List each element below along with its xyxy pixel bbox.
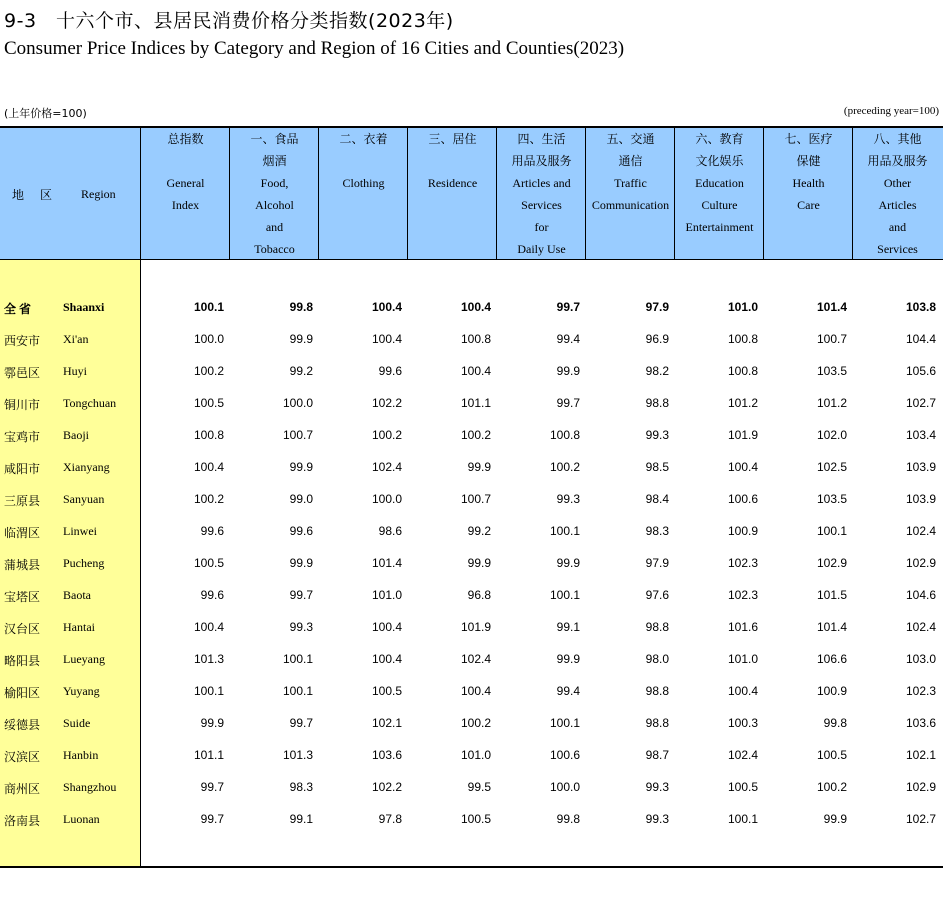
region-name-chinese: 宝塔区 (4, 590, 41, 604)
table-row (0, 516, 943, 548)
header-line: 七、医疗 (784, 132, 833, 146)
value-traffic-communication: 97.6 (645, 588, 669, 602)
region-name-chinese: 绥德县 (4, 718, 41, 732)
table-row (0, 740, 943, 772)
value-residence: 101.0 (460, 748, 491, 762)
header-line: and (265, 220, 284, 234)
header-line: Residence (427, 176, 478, 190)
header-line: 一、食品 (250, 132, 299, 146)
table-row (0, 708, 943, 740)
value-traffic-communication: 99.3 (645, 780, 669, 794)
value-articles-services-daily-use: 99.7 (556, 300, 580, 314)
value-education-culture-entertainment: 100.9 (727, 524, 758, 538)
value-health-care: 100.7 (816, 332, 847, 346)
value-residence: 100.2 (460, 716, 491, 730)
header-line: Health (792, 176, 825, 190)
value-residence: 100.2 (460, 428, 491, 442)
header-line: Articles and (512, 176, 571, 190)
value-education-culture-entertainment: 101.9 (727, 428, 758, 442)
base-note-english: (preceding year=100) (843, 105, 939, 117)
region-name-chinese: 略阳县 (4, 654, 41, 668)
value-residence: 96.8 (467, 588, 491, 602)
value-traffic-communication: 98.3 (645, 524, 669, 538)
page-title-english: Consumer Price Indices by Category and Region of 16 Cities and Counties(2023) (4, 38, 625, 59)
value-education-culture-entertainment: 102.3 (727, 556, 758, 570)
table-row (0, 676, 943, 708)
value-other-articles-services: 102.7 (905, 396, 936, 410)
value-clothing: 97.8 (378, 812, 402, 826)
value-articles-services-daily-use: 99.8 (556, 812, 580, 826)
header-line: Services (521, 198, 562, 212)
table-row (0, 772, 943, 804)
value-education-culture-entertainment: 102.4 (727, 748, 758, 762)
value-other-articles-services: 102.3 (905, 684, 936, 698)
value-health-care: 100.1 (816, 524, 847, 538)
value-general-index: 100.4 (193, 460, 224, 474)
value-traffic-communication: 98.8 (645, 684, 669, 698)
header-line: Other (883, 176, 912, 190)
region-name-chinese: 汉台区 (4, 622, 41, 636)
value-clothing: 98.6 (378, 524, 402, 538)
value-health-care: 102.9 (816, 556, 847, 570)
header-general-index (141, 126, 230, 260)
header-traffic-communication (586, 126, 675, 260)
value-clothing: 102.2 (371, 396, 402, 410)
region-name-chinese: 宝鸡市 (4, 430, 41, 444)
header-line: 烟酒 (262, 154, 287, 168)
header-line: 二、衣着 (339, 132, 388, 146)
value-articles-services-daily-use: 99.4 (556, 332, 580, 346)
value-clothing: 101.4 (371, 556, 402, 570)
value-health-care: 100.2 (816, 780, 847, 794)
value-food-alcohol-tobacco: 99.7 (289, 716, 313, 730)
value-clothing: 100.2 (371, 428, 402, 442)
region-name-english: Yuyang (63, 684, 100, 698)
value-traffic-communication: 96.9 (645, 332, 669, 346)
value-general-index: 100.4 (193, 620, 224, 634)
table-row (0, 388, 943, 420)
table-row (0, 548, 943, 580)
header-residence (408, 126, 497, 260)
value-education-culture-entertainment: 100.8 (727, 332, 758, 346)
value-other-articles-services: 103.6 (905, 716, 936, 730)
value-education-culture-entertainment: 102.3 (727, 588, 758, 602)
value-food-alcohol-tobacco: 99.9 (289, 332, 313, 346)
value-clothing: 100.4 (371, 332, 402, 346)
value-residence: 100.4 (460, 300, 491, 314)
header-line: Clothing (342, 176, 385, 190)
header-food-alcohol-tobacco (230, 126, 319, 260)
region-name-chinese: 鄠邑区 (4, 366, 41, 380)
value-other-articles-services: 102.9 (905, 556, 936, 570)
value-clothing: 102.2 (371, 780, 402, 794)
value-food-alcohol-tobacco: 99.7 (289, 588, 313, 602)
region-name-english: Luonan (63, 812, 100, 826)
value-articles-services-daily-use: 99.7 (556, 396, 580, 410)
region-name-chinese: 三原县 (4, 494, 41, 508)
price-index-table (0, 126, 943, 868)
value-other-articles-services: 104.6 (905, 588, 936, 602)
value-general-index: 100.0 (193, 332, 224, 346)
value-residence: 99.9 (467, 556, 491, 570)
value-clothing: 100.4 (371, 652, 402, 666)
value-articles-services-daily-use: 100.1 (549, 588, 580, 602)
value-food-alcohol-tobacco: 100.1 (282, 652, 313, 666)
header-health-care (764, 126, 853, 260)
value-traffic-communication: 98.8 (645, 716, 669, 730)
table-row (0, 612, 943, 644)
value-articles-services-daily-use: 99.4 (556, 684, 580, 698)
region-name-english: Linwei (63, 524, 97, 538)
value-other-articles-services: 102.4 (905, 524, 936, 538)
value-food-alcohol-tobacco: 99.9 (289, 556, 313, 570)
value-clothing: 100.0 (371, 492, 402, 506)
region-name-english: Shaanxi (63, 300, 105, 314)
table-row (0, 292, 943, 324)
table-bottom-rule (0, 866, 943, 868)
region-name-english: Pucheng (63, 556, 105, 570)
region-name-chinese: 临渭区 (4, 526, 41, 540)
region-name-english: Shangzhou (63, 780, 117, 794)
value-health-care: 101.4 (816, 300, 847, 314)
value-residence: 100.7 (460, 492, 491, 506)
value-education-culture-entertainment: 100.5 (727, 780, 758, 794)
region-name-english: Tongchuan (63, 396, 117, 410)
region-name-chinese: 西安市 (4, 334, 41, 348)
value-general-index: 101.1 (193, 748, 224, 762)
region-name-chinese: 汉滨区 (4, 750, 41, 764)
value-articles-services-daily-use: 100.1 (549, 524, 580, 538)
header-line: Tobacco (254, 242, 295, 256)
value-education-culture-entertainment: 101.0 (727, 300, 758, 314)
value-traffic-communication: 98.8 (645, 620, 669, 634)
value-traffic-communication: 98.8 (645, 396, 669, 410)
value-food-alcohol-tobacco: 100.7 (282, 428, 313, 442)
value-food-alcohol-tobacco: 100.1 (282, 684, 313, 698)
header-line: and (888, 220, 907, 234)
region-name-chinese: 铜川市 (4, 398, 41, 412)
header-line: 保健 (796, 154, 821, 168)
value-other-articles-services: 102.9 (905, 780, 936, 794)
value-articles-services-daily-use: 100.1 (549, 716, 580, 730)
region-name-english: Suide (63, 716, 91, 730)
value-traffic-communication: 97.9 (645, 556, 669, 570)
header-line: for (534, 220, 549, 234)
value-traffic-communication: 99.3 (645, 812, 669, 826)
value-residence: 101.1 (460, 396, 491, 410)
header-line: Food, (260, 176, 289, 190)
region-name-english: Hantai (63, 620, 95, 634)
value-other-articles-services: 104.4 (905, 332, 936, 346)
region-name-chinese: 商州区 (4, 782, 41, 796)
region-name-english: Huyi (63, 364, 87, 378)
region-name-english: Lueyang (63, 652, 105, 666)
value-general-index: 99.7 (200, 812, 224, 826)
header-line: 用品及服务 (511, 154, 572, 168)
value-health-care: 106.6 (816, 652, 847, 666)
header-line: General (166, 176, 205, 190)
value-education-culture-entertainment: 100.4 (727, 684, 758, 698)
table-row (0, 580, 943, 612)
header-line: Traffic (614, 176, 647, 190)
region-name-chinese: 咸阳市 (4, 462, 41, 476)
header-line: 六、教育 (695, 132, 744, 146)
value-health-care: 101.2 (816, 396, 847, 410)
base-note-chinese: (上年价格=100) (4, 107, 87, 120)
region-name-english: Hanbin (63, 748, 99, 762)
value-health-care: 100.5 (816, 748, 847, 762)
header-line: 用品及服务 (867, 154, 928, 168)
value-health-care: 103.5 (816, 364, 847, 378)
header-line: 三、居住 (428, 132, 477, 146)
header-education-culture-entertainment (675, 126, 764, 260)
region-name-chinese: 蒲城县 (4, 558, 41, 572)
table-row (0, 484, 943, 516)
value-residence: 99.5 (467, 780, 491, 794)
value-traffic-communication: 98.2 (645, 364, 669, 378)
value-articles-services-daily-use: 99.1 (556, 620, 580, 634)
header-line: Alcohol (255, 198, 294, 212)
table-row (0, 420, 943, 452)
value-other-articles-services: 103.8 (905, 300, 936, 314)
value-traffic-communication: 98.0 (645, 652, 669, 666)
value-clothing: 100.4 (371, 620, 402, 634)
value-traffic-communication: 99.3 (645, 428, 669, 442)
header-line: Index (171, 198, 200, 212)
value-education-culture-entertainment: 100.1 (727, 812, 758, 826)
value-traffic-communication: 98.7 (645, 748, 669, 762)
value-general-index: 100.5 (193, 556, 224, 570)
table-row (0, 644, 943, 676)
value-health-care: 101.4 (816, 620, 847, 634)
value-other-articles-services: 103.9 (905, 492, 936, 506)
header-line: Entertainment (685, 220, 754, 234)
table-row (0, 356, 943, 388)
value-general-index: 99.6 (200, 588, 224, 602)
value-other-articles-services: 102.4 (905, 620, 936, 634)
value-clothing: 99.6 (378, 364, 402, 378)
value-general-index: 100.2 (193, 492, 224, 506)
table-row (0, 804, 943, 836)
header-line: Culture (701, 198, 738, 212)
value-general-index: 99.9 (200, 716, 224, 730)
value-clothing: 102.1 (371, 716, 402, 730)
value-general-index: 99.7 (200, 780, 224, 794)
value-residence: 100.4 (460, 364, 491, 378)
region-name-chinese: 洛南县 (4, 814, 41, 828)
value-residence: 101.9 (460, 620, 491, 634)
value-food-alcohol-tobacco: 99.8 (289, 300, 313, 314)
header-line: 五、交通 (606, 132, 655, 146)
value-education-culture-entertainment: 100.8 (727, 364, 758, 378)
value-residence: 100.8 (460, 332, 491, 346)
value-food-alcohol-tobacco: 99.2 (289, 364, 313, 378)
header-line: Services (877, 242, 918, 256)
value-general-index: 100.2 (193, 364, 224, 378)
value-general-index: 100.8 (193, 428, 224, 442)
value-clothing: 100.4 (371, 300, 402, 314)
value-traffic-communication: 98.5 (645, 460, 669, 474)
region-name-english: Sanyuan (63, 492, 105, 506)
value-clothing: 101.0 (371, 588, 402, 602)
value-other-articles-services: 103.0 (905, 652, 936, 666)
header-line: Articles (878, 198, 917, 212)
value-education-culture-entertainment: 100.6 (727, 492, 758, 506)
header-region-chinese: 地 区 (12, 188, 55, 202)
value-articles-services-daily-use: 100.2 (549, 460, 580, 474)
value-residence: 99.9 (467, 460, 491, 474)
value-food-alcohol-tobacco: 99.1 (289, 812, 313, 826)
header-line: Communication (591, 198, 670, 212)
value-general-index: 100.1 (193, 300, 224, 314)
header-articles-services-daily-use (497, 126, 586, 260)
value-health-care: 100.9 (816, 684, 847, 698)
value-education-culture-entertainment: 101.2 (727, 396, 758, 410)
value-articles-services-daily-use: 99.3 (556, 492, 580, 506)
value-food-alcohol-tobacco: 99.0 (289, 492, 313, 506)
value-food-alcohol-tobacco: 99.9 (289, 460, 313, 474)
value-other-articles-services: 102.7 (905, 812, 936, 826)
header-clothing (319, 126, 408, 260)
value-residence: 100.5 (460, 812, 491, 826)
value-articles-services-daily-use: 100.8 (549, 428, 580, 442)
value-health-care: 102.0 (816, 428, 847, 442)
value-other-articles-services: 102.1 (905, 748, 936, 762)
value-other-articles-services: 105.6 (905, 364, 936, 378)
value-clothing: 103.6 (371, 748, 402, 762)
value-general-index: 100.1 (193, 684, 224, 698)
header-line: Care (797, 198, 820, 212)
table-row (0, 452, 943, 484)
value-health-care: 102.5 (816, 460, 847, 474)
value-health-care: 101.5 (816, 588, 847, 602)
region-name-chinese: 榆阳区 (4, 686, 41, 700)
value-food-alcohol-tobacco: 99.6 (289, 524, 313, 538)
value-education-culture-entertainment: 101.6 (727, 620, 758, 634)
value-articles-services-daily-use: 100.6 (549, 748, 580, 762)
value-health-care: 103.5 (816, 492, 847, 506)
region-name-chinese: 全省 (4, 302, 35, 316)
value-education-culture-entertainment: 101.0 (727, 652, 758, 666)
value-food-alcohol-tobacco: 100.0 (282, 396, 313, 410)
value-other-articles-services: 103.9 (905, 460, 936, 474)
value-traffic-communication: 98.4 (645, 492, 669, 506)
header-line: 文化娱乐 (695, 154, 744, 168)
value-residence: 102.4 (460, 652, 491, 666)
header-line: 通信 (618, 154, 643, 168)
value-food-alcohol-tobacco: 98.3 (289, 780, 313, 794)
region-name-english: Xi'an (63, 332, 89, 346)
value-health-care: 99.8 (823, 716, 847, 730)
value-articles-services-daily-use: 99.9 (556, 556, 580, 570)
value-other-articles-services: 103.4 (905, 428, 936, 442)
value-residence: 99.2 (467, 524, 491, 538)
value-education-culture-entertainment: 100.4 (727, 460, 758, 474)
value-health-care: 99.9 (823, 812, 847, 826)
value-food-alcohol-tobacco: 99.3 (289, 620, 313, 634)
value-articles-services-daily-use: 100.0 (549, 780, 580, 794)
value-articles-services-daily-use: 99.9 (556, 652, 580, 666)
header-region-english: Region (81, 187, 116, 201)
region-name-english: Xianyang (63, 460, 110, 474)
region-name-english: Baoji (63, 428, 89, 442)
value-general-index: 99.6 (200, 524, 224, 538)
value-clothing: 102.4 (371, 460, 402, 474)
region-name-english: Baota (63, 588, 91, 602)
value-traffic-communication: 97.9 (645, 300, 669, 314)
header-line: 八、其他 (873, 132, 922, 146)
header-other-articles-services (853, 126, 942, 260)
header-line: 四、生活 (517, 132, 566, 146)
value-food-alcohol-tobacco: 101.3 (282, 748, 313, 762)
header-line: Education (695, 176, 744, 190)
header-line: Daily Use (517, 242, 566, 256)
value-clothing: 100.5 (371, 684, 402, 698)
value-general-index: 100.5 (193, 396, 224, 410)
value-education-culture-entertainment: 100.3 (727, 716, 758, 730)
page-title-chinese: 9-3 十六个市、县居民消费价格分类指数(2023年) (4, 10, 454, 32)
value-articles-services-daily-use: 99.9 (556, 364, 580, 378)
value-residence: 100.4 (460, 684, 491, 698)
table-row (0, 324, 943, 356)
value-general-index: 101.3 (193, 652, 224, 666)
header-line: 总指数 (167, 132, 204, 146)
